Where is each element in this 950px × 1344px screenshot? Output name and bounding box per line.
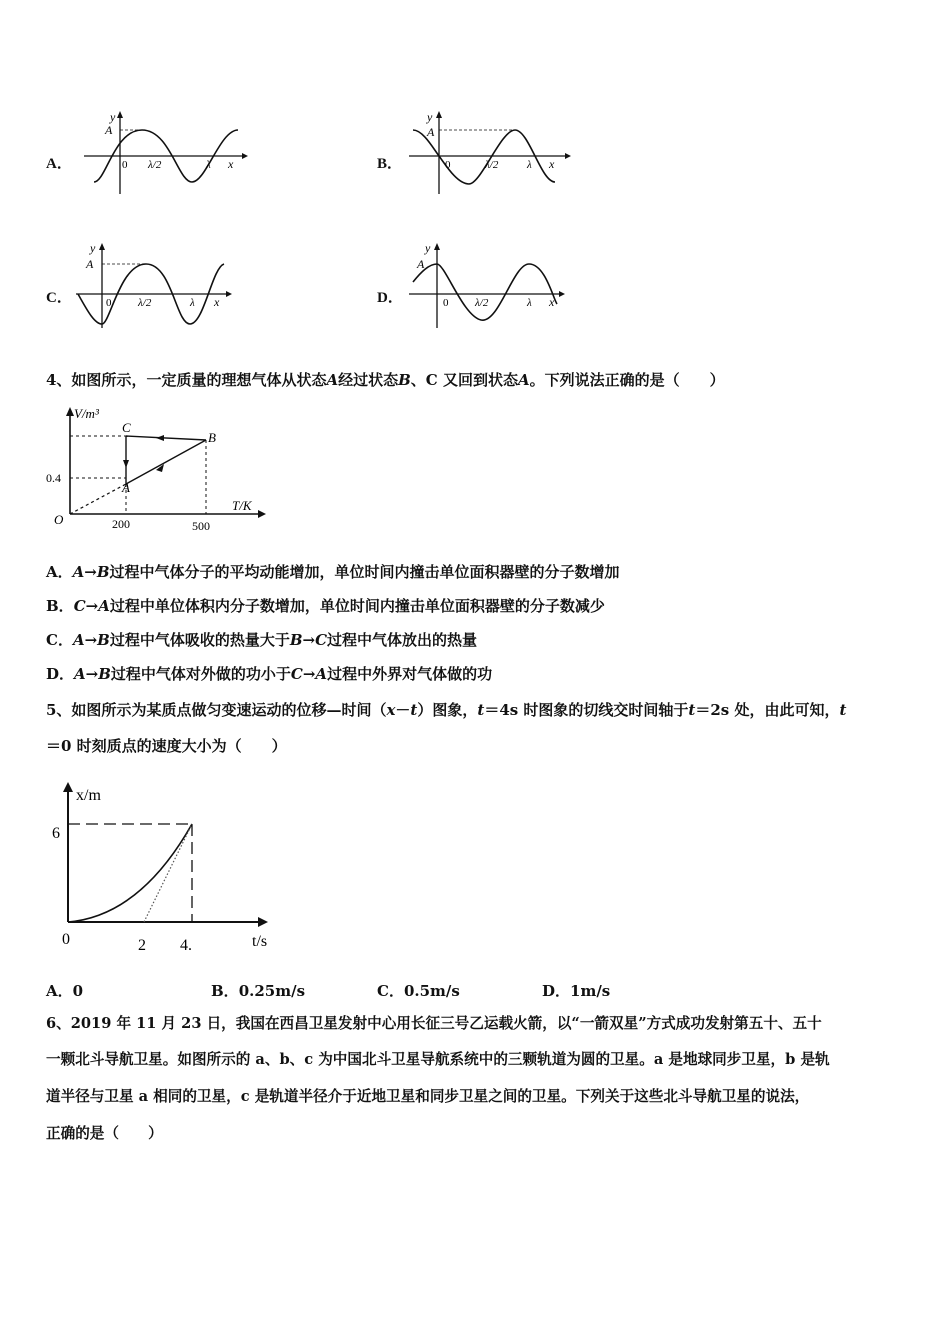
amplitude-label: A — [105, 123, 113, 137]
q5-choice-d[interactable]: D．1m/s — [542, 982, 611, 1000]
point-c-label: C — [122, 420, 131, 435]
q5-choice-a[interactable]: A．0 — [46, 982, 84, 1000]
q6-stem-line4: 正确的是（ ） — [46, 1125, 163, 1142]
lambda-label: λ — [527, 297, 532, 309]
x-tick-4: 4. — [180, 937, 192, 954]
lambda-label: λ — [527, 159, 532, 171]
option-a-label: A． — [46, 156, 72, 172]
v-axis-label: V/m³ — [74, 406, 99, 421]
amplitude-label: A — [427, 125, 435, 139]
t-axis-label: T/K — [232, 498, 252, 513]
amplitude-label: A — [86, 257, 94, 271]
half-lambda-label: λ/2 — [138, 297, 152, 309]
t-axis-unit-label: t/s — [252, 933, 268, 950]
wave-graph-c — [72, 238, 242, 330]
y-tick-04: 0.4 — [46, 471, 61, 485]
origin-label: 0 — [445, 159, 451, 171]
origin-label: 0 — [122, 159, 128, 171]
lambda-label: λ — [206, 159, 211, 171]
wave-graph-b — [405, 108, 575, 198]
option-d-label: D． — [377, 290, 403, 306]
q6-stem-line3: 道半径与卫星 a 相同的卫星，c 是轨道半径介于近地卫星和同步卫星之间的卫星。下列关于这些北斗导航卫星的说法， — [46, 1088, 810, 1105]
y-axis-label: y — [427, 110, 433, 124]
q4-option-b[interactable]: B．C→A过程中单位体积内分子数增加，单位时间内撞击单位面积器壁的分子数减少 — [46, 597, 605, 615]
origin-label: 0 — [106, 297, 112, 309]
q4-option-d[interactable]: D．A→B过程中气体对外做的功小于C→A过程中外界对气体做的功 — [46, 665, 493, 683]
x-axis-label: x — [228, 157, 234, 171]
x-tick-200: 200 — [112, 517, 130, 531]
q4-option-a[interactable]: A．A→B过程中气体分子的平均动能增加，单位时间内撞击单位面积器壁的分子数增加 — [46, 563, 620, 581]
x-axis-label: x — [549, 157, 555, 171]
origin-label: 0 — [443, 297, 449, 309]
q5-choice-b[interactable]: B．0.25m/s — [211, 982, 306, 1000]
x-tick-2: 2 — [138, 937, 146, 954]
y-axis-label: y — [90, 241, 96, 255]
amplitude-label: A — [417, 257, 425, 271]
y-tick-6: 6 — [52, 825, 60, 842]
q6-stem-line1: 6、2019 年 11 月 23 日，我国在西昌卫星发射中心用长征三号乙运载火箭，以“一箭双星”方式成功发射第五十、五十 — [46, 1015, 822, 1032]
option-c-label: C． — [46, 290, 72, 306]
wave-graph-d — [405, 238, 575, 330]
y-axis-label: y — [110, 110, 116, 124]
q4-stem: 4、如图所示，一定质量的理想气体从状态A经过状态B、C 又回到状态A。下列说法正确的是（ ） — [46, 371, 725, 389]
q6-stem-line2: 一颗北斗导航卫星。如图所示的 a、b、c 为中国北斗卫星导航系统中的三颗轨道为圆的卫星。a 是地球同步卫星，b 是轨 — [46, 1051, 830, 1068]
x-axis-unit-label: x/m — [76, 787, 101, 804]
half-lambda-label: λ/2 — [475, 297, 489, 309]
lambda-label: λ — [190, 297, 195, 309]
q5-choice-c[interactable]: C．0.5m/s — [377, 982, 460, 1000]
q4-option-c[interactable]: C．A→B过程中气体吸收的热量大于B→C过程中气体放出的热量 — [46, 631, 478, 649]
xt-graph — [44, 776, 294, 956]
q5-stem-line1: 5、如图所示为某质点做匀变速运动的位移—时间（x－t）图象，t＝4s 时图象的切线交时间轴于t＝2s 处，由此可知，t — [46, 701, 847, 719]
half-lambda-label: λ/2 — [485, 159, 499, 171]
half-lambda-label: λ/2 — [148, 159, 162, 171]
x-tick-0: 0 — [62, 931, 70, 948]
x-tick-500: 500 — [192, 519, 210, 533]
q5-stem-line2: ＝0 时刻质点的速度大小为（ ） — [46, 737, 287, 755]
option-b-label: B． — [377, 156, 403, 172]
wave-graph-a — [80, 108, 250, 198]
point-b-label: B — [208, 430, 216, 445]
x-axis-label: x — [214, 295, 220, 309]
x-axis-label: x — [549, 295, 555, 309]
y-axis-label: y — [425, 241, 431, 255]
vt-graph — [44, 402, 274, 537]
origin-label: O — [54, 512, 64, 527]
point-a-label: A — [122, 480, 130, 495]
